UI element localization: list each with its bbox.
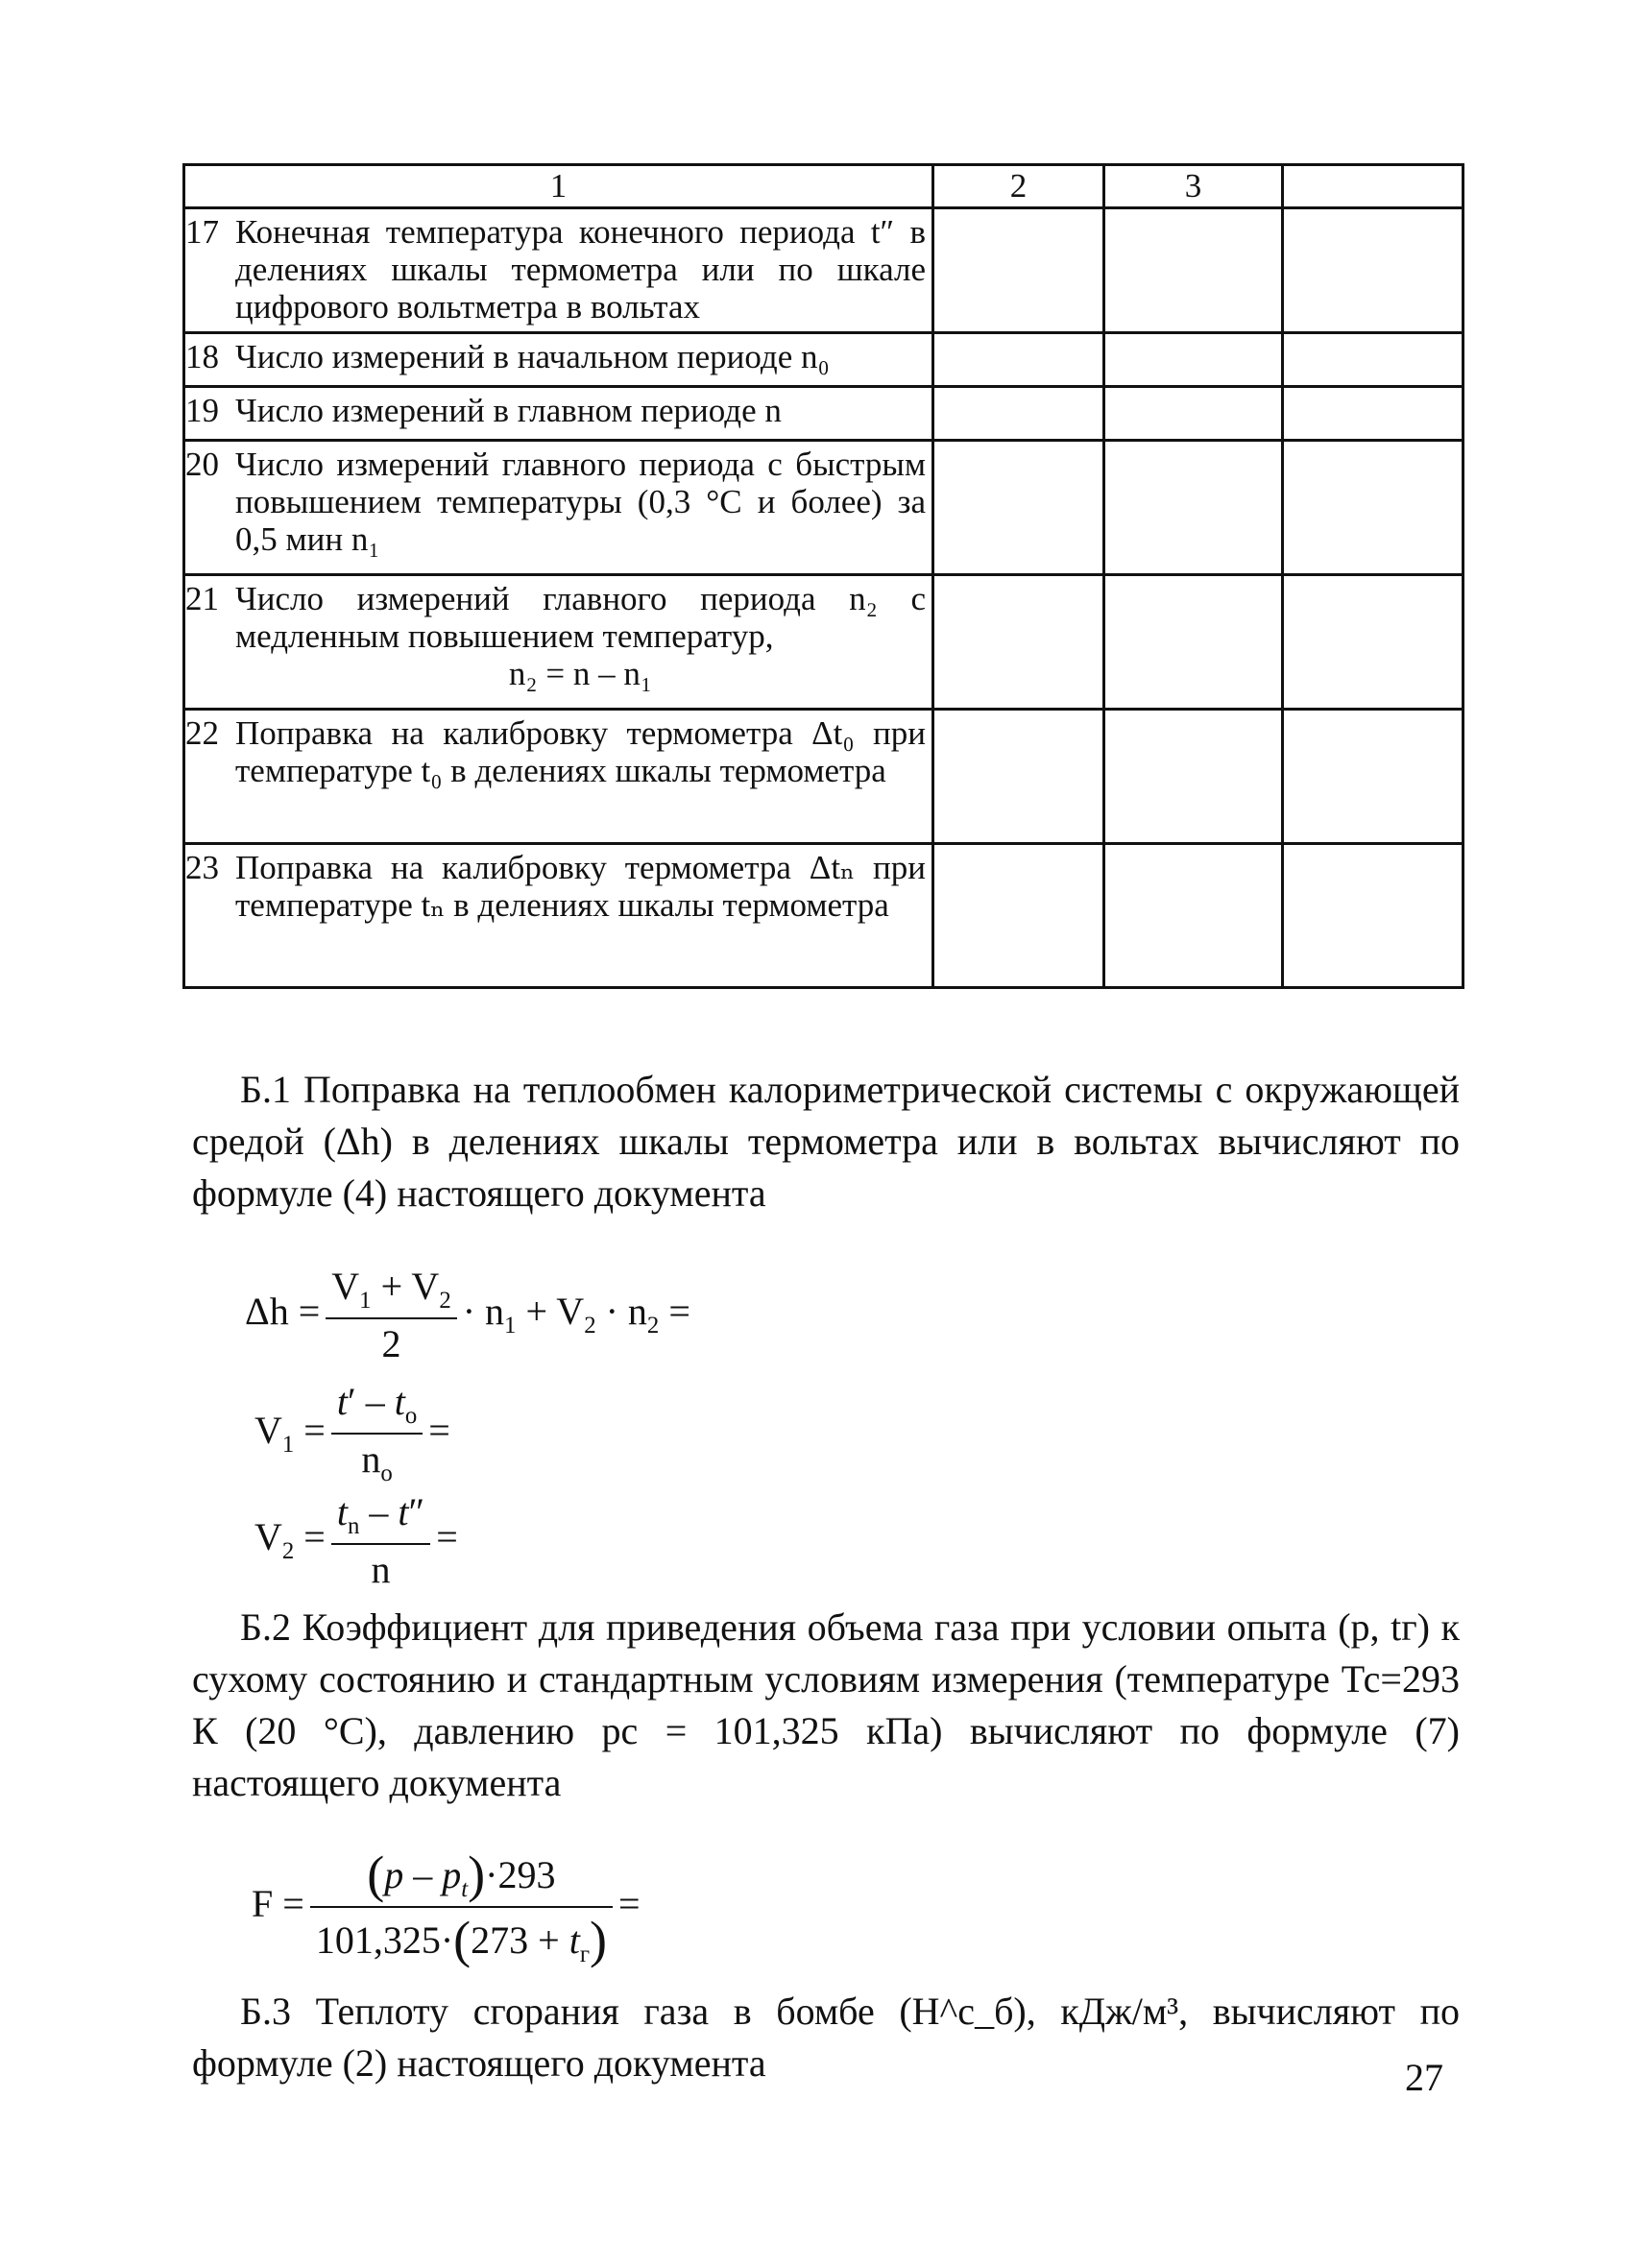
paragraph-b1	[192, 1064, 1460, 1219]
table-row	[184, 575, 1464, 710]
row-description: Число измерений в главном периоде n	[235, 392, 782, 429]
table-cell	[1104, 208, 1283, 333]
table-cell	[933, 710, 1104, 844]
table-cell	[1104, 575, 1283, 710]
paragraph-b1-text: Б.1 Поправка на теплообмен калориметрической системы с окружающей средой (Δh) в делениях шкалы термометра или в вольтах вычисляют по формуле (4) настоящего документа	[192, 1068, 1460, 1215]
row-number: 22	[185, 714, 219, 752]
table-row	[184, 844, 1464, 988]
paragraph-b3	[192, 1986, 1460, 2089]
table-cell	[933, 844, 1104, 988]
paragraph-b3-text: Б.3 Теплоту сгорания газа в бомбе (H^c_б), кДж/м³, вычисляют по формуле (2) настоящего документа	[192, 1990, 1460, 2085]
table-cell	[1104, 844, 1283, 988]
row-number: 18	[185, 338, 219, 375]
row-number: 21	[185, 580, 219, 617]
page-number: 27	[1405, 2056, 1443, 2099]
table-cell	[1283, 441, 1464, 575]
row-description: Число измерений в начальном периоде n₀	[235, 338, 830, 375]
table-cell	[1104, 387, 1283, 441]
row-number: 20	[185, 446, 219, 483]
table-cell	[1283, 710, 1464, 844]
table-cell	[933, 387, 1104, 441]
column-header: 3	[1104, 165, 1283, 208]
column-header	[1283, 165, 1464, 208]
table-cell	[1283, 208, 1464, 333]
table-cell	[1104, 710, 1283, 844]
table-cell	[1283, 844, 1464, 988]
row-description: Число измерений главного периода n₂ с медленным повышением температур,	[235, 580, 926, 655]
table-row	[184, 387, 1464, 441]
table-cell	[1283, 387, 1464, 441]
table-cell	[933, 575, 1104, 710]
data-table	[182, 163, 1464, 989]
formula-v1: $V_1$ = $\frac{t' - t_o}{n_o}$ =	[254, 1380, 450, 1486]
row-number: 19	[185, 392, 219, 429]
paragraph-b2	[192, 1602, 1460, 1809]
row-description: Конечная температура конечного периода t″ в делениях шкалы термометра или по шкале цифрового вольтметра в вольтах	[235, 213, 926, 326]
row-number: 23	[185, 849, 219, 886]
table-row	[184, 333, 1464, 387]
table-cell	[1104, 333, 1283, 387]
table-cell	[1283, 333, 1464, 387]
table-row	[184, 208, 1464, 333]
table-header-row	[184, 165, 1464, 208]
formula-v2: $V_2$ = $\frac{t_n - t''}{n}$ =	[254, 1490, 458, 1591]
table-row	[184, 710, 1464, 844]
row-number: 17	[185, 213, 219, 251]
formula-dh: Δh = $\frac{V_1 + V_2}{2}$ · $n_1 + V_2 \cdot n_2$ =	[245, 1265, 690, 1365]
row-formula: n₂ = n – n₁	[508, 655, 653, 692]
column-header: 2	[933, 165, 1104, 208]
table-cell	[933, 441, 1104, 575]
table-cell	[933, 208, 1104, 333]
table-cell	[933, 333, 1104, 387]
row-description: Поправка на калибровку термометра Δtₙ при температуре tₙ в делениях шкалы термометра	[235, 849, 926, 924]
row-description: Поправка на калибровку термометра Δt₀ при температуре t₀ в делениях шкалы термометра	[235, 714, 926, 789]
formula-f: F = $\frac{(p - p_t)\cdot 293}{101,325\cdot(273 + t_г)}$ =	[252, 1846, 641, 1968]
row-description: Число измерений главного периода с быстрым повышением температуры (0,3 °С и более) за 0,5 мин n₁	[235, 446, 926, 558]
paragraph-b2-text: Б.2 Коэффициент для приведения объема газа при условии опыта (p, tг) к сухому состоянию и стандартным условиям измерения (температуре Тс=293 К (20 °С), давлению pс = 101,325 кПа) вычисляют по формуле (7) настоящего документа	[192, 1605, 1460, 1804]
table-row	[184, 441, 1464, 575]
table-cell	[1283, 575, 1464, 710]
table-cell	[1104, 441, 1283, 575]
column-header: 1	[184, 165, 933, 208]
